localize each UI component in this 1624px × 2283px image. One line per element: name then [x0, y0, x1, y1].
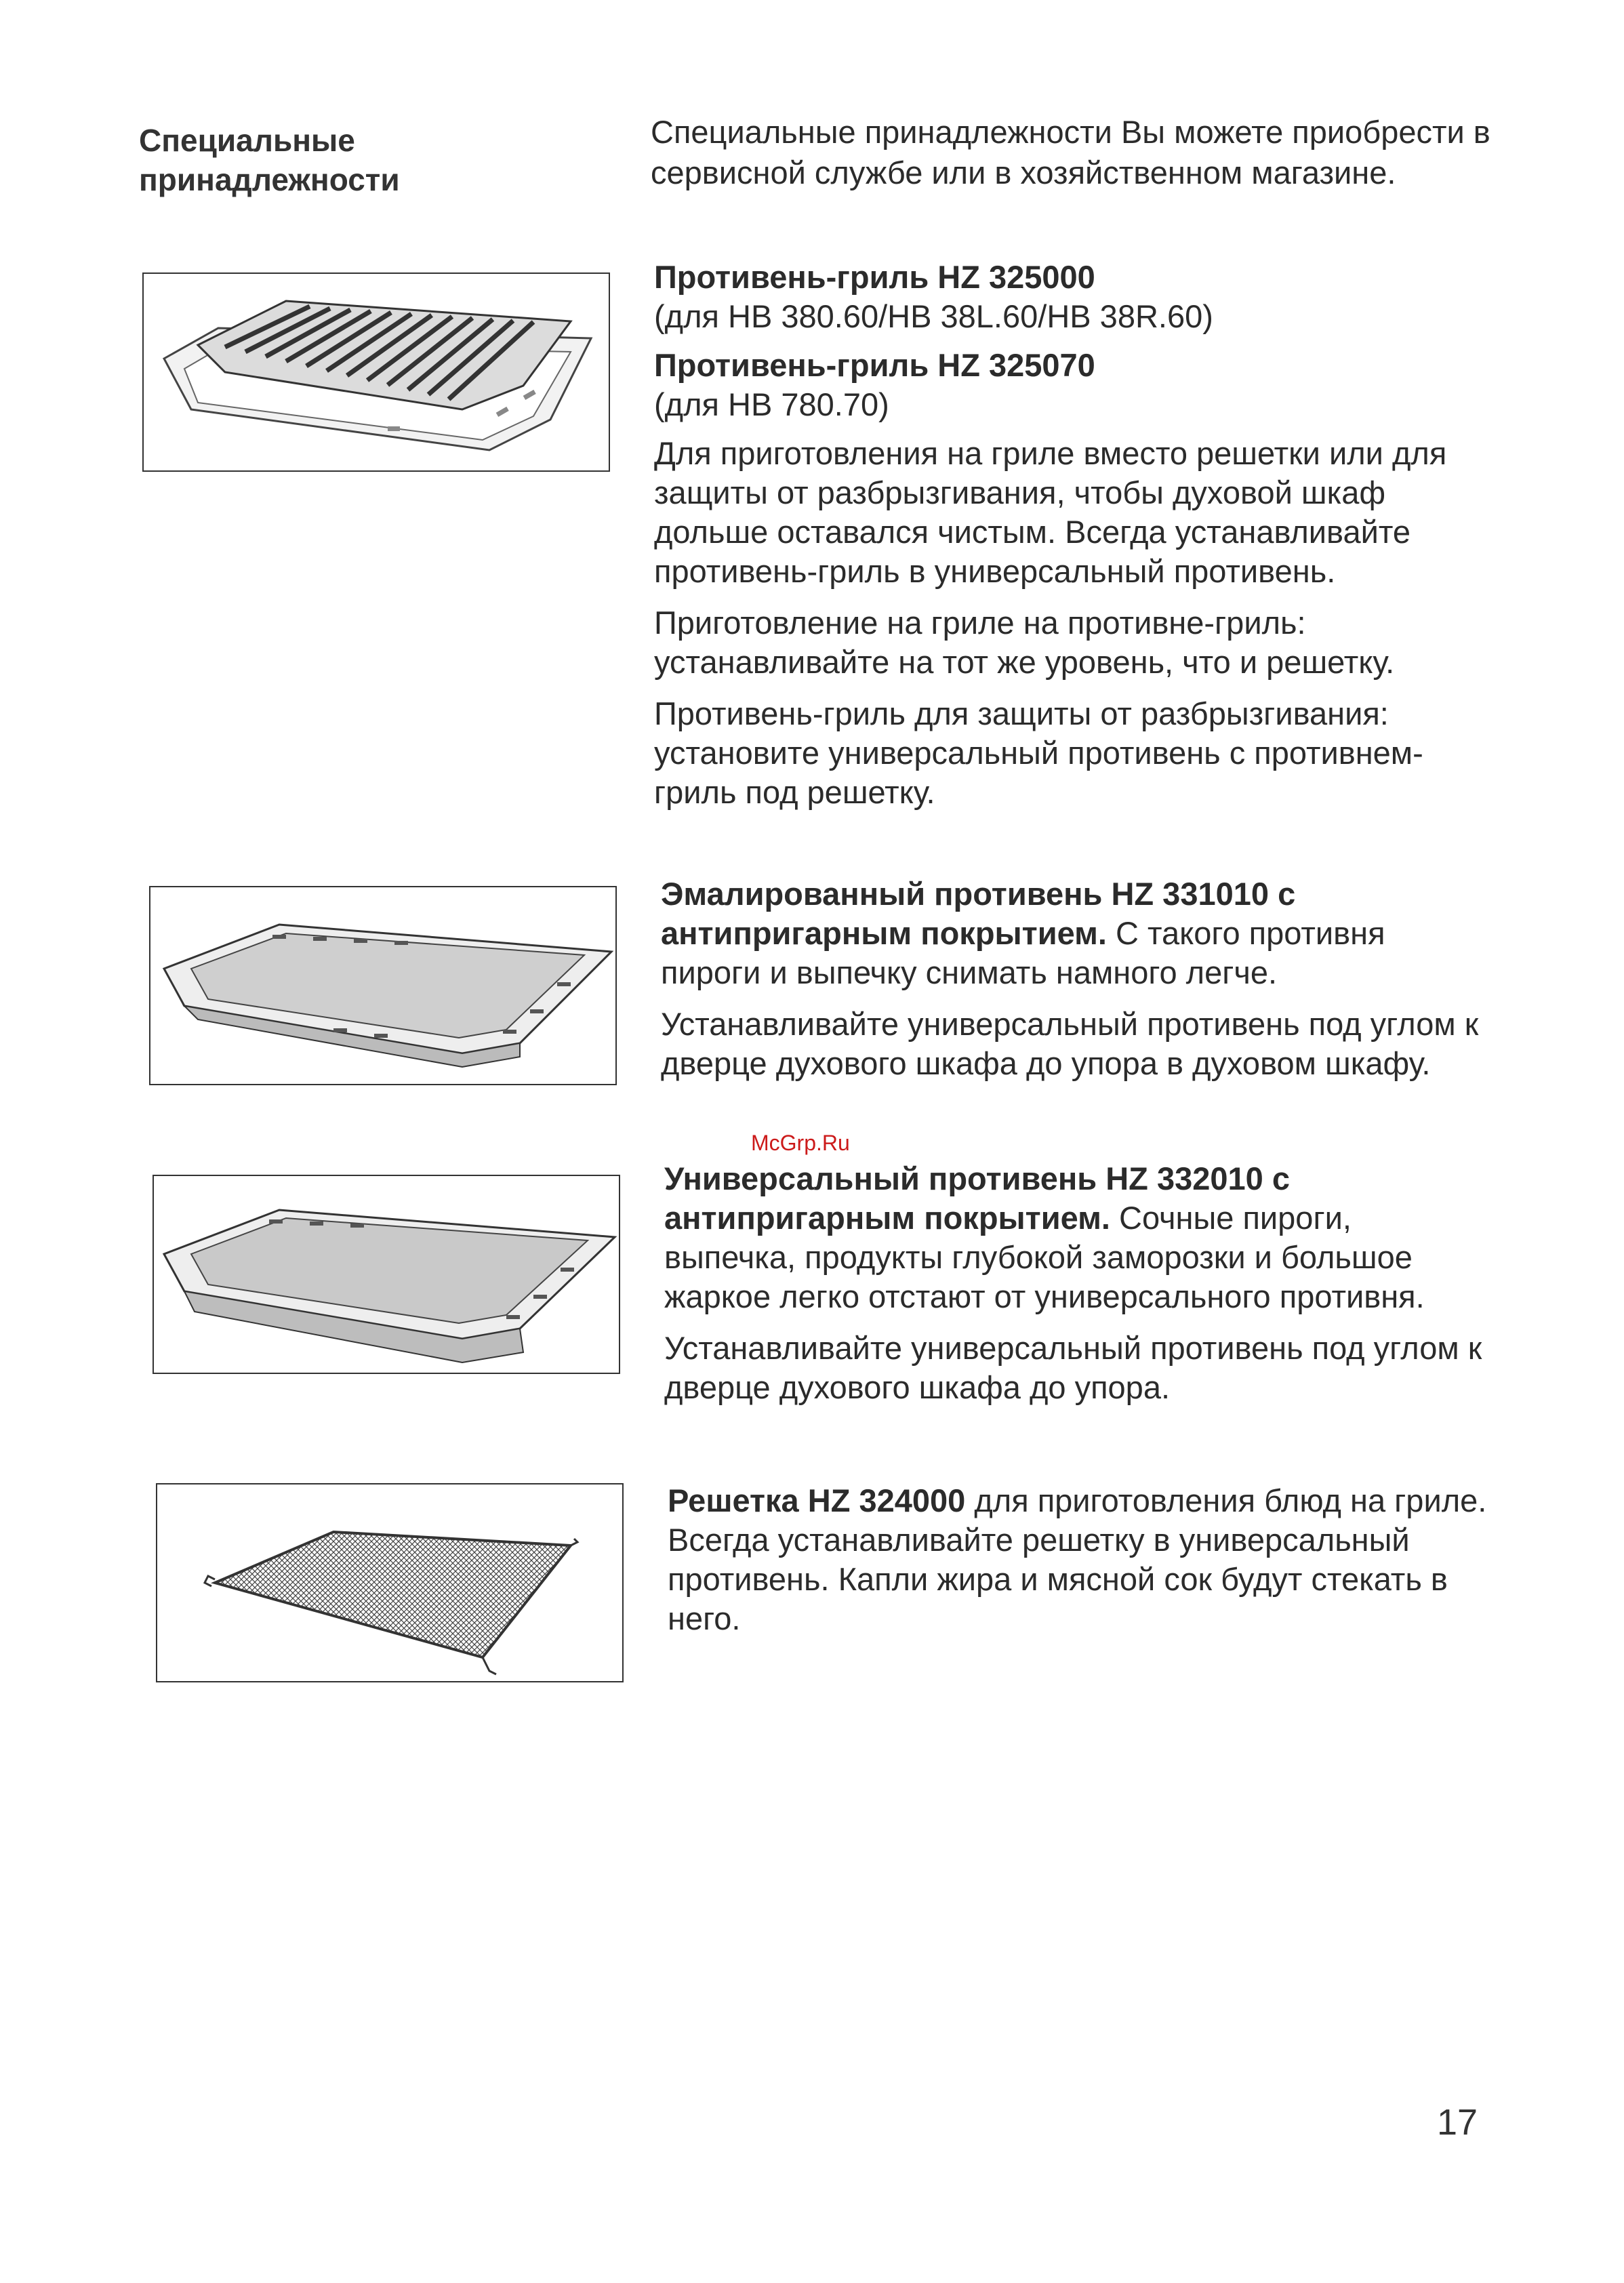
paragraph: Устанавливайте универсальный противень под углом к дверце духового шкафа до упора. — [664, 1330, 1482, 1405]
paragraph: Приготовление на гриле на противне-гриль: устанавливайте на тот же уровень, что и решетку. — [654, 605, 1395, 680]
heading-enamel-tray: Эмалированный противень HZ 331010 с антипригарным покрытием. — [661, 876, 1296, 951]
watermark: McGrp.Ru — [751, 1131, 850, 1155]
grill-pan-icon — [144, 274, 609, 470]
paragraph: Для приготовления на гриле вместо решетки или для защиты от разбрызгивания, чтобы духовой шкаф дольше оставался чистым. Всегда устанавливайте противень-гриль в универсальный противень. — [654, 435, 1447, 589]
section-title-line2: принадлежности — [139, 162, 400, 197]
wire-rack-icon — [157, 1484, 622, 1681]
intro-text: Специальные принадлежности Вы можете приобрести в сервисной службе или в хозяйственном магазине. — [651, 114, 1490, 190]
page-number: 17 — [1437, 2102, 1478, 2143]
paragraph: Противень-гриль для защиты от разбрызгивания: установите универсальный противень с противнем-гриль под решетку. — [654, 695, 1423, 810]
heading-wire-rack: Решетка HZ 324000 — [668, 1482, 966, 1518]
models-grill-pan-325070: (для HB 780.70) — [654, 386, 889, 422]
models-grill-pan-325000: (для HB 380.60/HB 38L.60/HB 38R.60) — [654, 298, 1213, 334]
heading-grill-pan-325000: Противень-гриль HZ 325000 — [654, 259, 1095, 295]
universal-tray-icon — [154, 1176, 619, 1373]
universal-tray-description: Сочные пироги, выпечка, продукты глубокой заморозки и большое жаркое легко отстают от универсального противня. — [664, 1200, 1425, 1314]
wire-rack-description: для приготовления блюд на гриле. Всегда устанавливайте решетку в универсальный противень. Капли жира и мясной сок будут стекать в него. — [668, 1482, 1487, 1636]
heading-grill-pan-325070: Противень-гриль HZ 325070 — [654, 347, 1095, 383]
figure-wire-rack — [156, 1483, 624, 1682]
section-title — [139, 121, 491, 199]
paragraph: Устанавливайте универсальный противень под углом к дверце духового шкафа до упора в духовом шкафу. — [661, 1006, 1479, 1081]
figure-grill-pan — [142, 272, 610, 472]
figure-universal-tray — [153, 1175, 620, 1374]
enamel-tray-icon — [150, 887, 615, 1084]
enamel-tray-description: С такого противня пироги и выпечку снимать намного легче. — [661, 915, 1385, 990]
section-title-line1: Специальные — [139, 123, 355, 158]
figure-enamel-tray — [149, 886, 617, 1085]
item-enamel-tray-text — [661, 874, 1491, 1095]
item-grill-pan-text — [654, 258, 1481, 824]
heading-universal-tray: Универсальный противень HZ 332010 с антипригарным покрытием. — [664, 1160, 1290, 1236]
item-wire-rack-text — [668, 1481, 1495, 1651]
item-universal-tray-text — [664, 1159, 1491, 1419]
